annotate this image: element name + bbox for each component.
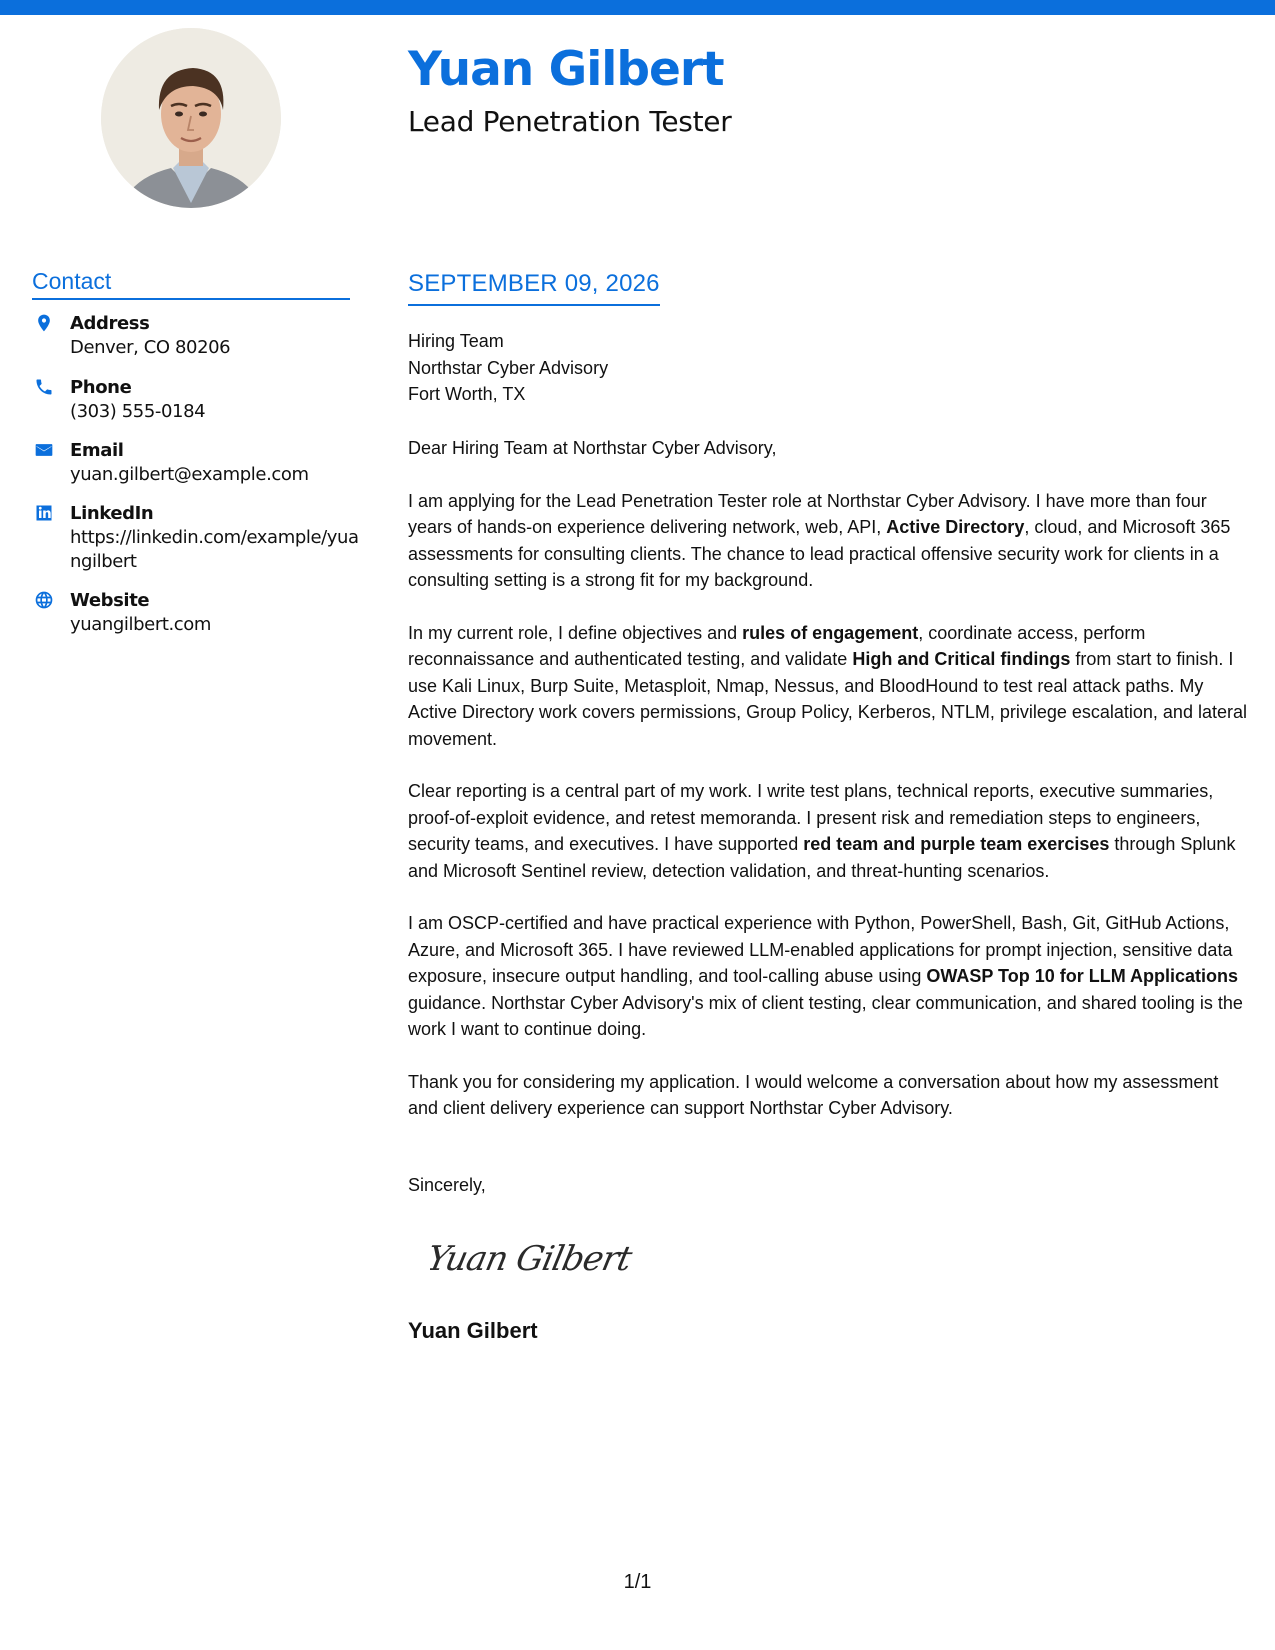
contact-value: (303) 555-0184 [70,401,206,422]
envelope-icon [34,440,56,462]
candidate-name: Yuan Gilbert [408,42,724,97]
paragraph-text: from start to finish. I use Kali Linux, Burp Suite, Metasploit, Nmap, Nessus, and BloodHound to test real attack paths. My Active Directory work covers permissions, Group Policy, Kerberos, NTLM, privilege escalation, and lateral movement. [408,649,1247,749]
globe-icon [34,590,56,612]
paragraph-text: Thank you for considering my application. I would welcome a conversation about how my assessment and client delivery experience can support Northstar Cyber Advisory. [408,1071,1219,1118]
emphasized-text: OWASP Top 10 for LLM Applications [926,966,1239,986]
contact-value[interactable]: https://linkedin.com/example/yuangilbert [70,527,359,572]
map-pin-icon [34,313,56,335]
recipient-line: Fort Worth, TX [408,384,526,404]
letter-body [408,435,1253,1148]
signer-name: Yuan Gilbert [408,1318,538,1343]
paragraph-text: Clear reporting is a central part of my work. I write test plans, technical reports, executive summaries, proof-of-exploit evidence, and retest memoranda. I present risk and remediation steps to engineers, security teams, and executives. I have supported [408,781,1214,854]
letter-date: SEPTEMBER 09, 2026 [408,268,660,306]
letter-paragraphs [408,488,1253,1122]
contact-label: Website [70,590,150,611]
profile-photo [101,28,281,208]
paragraph-text: , cloud, and Microsoft 365 assessments for consulting clients. The chance to lead practical offensive security work for clients in a consulting setting is a strong fit for my background. [408,517,1231,590]
page-number: 1/1 [623,1571,652,1593]
linkedin-icon [34,503,56,525]
contact-heading: Contact [32,266,350,300]
paragraph-text: I am OSCP-certified and have practical experience with Python, PowerShell, Bash, Git, GitHub Actions, Azure, and Microsoft 365. I have reviewed LLM-enabled applications for prompt injection, sensitive data exposure, insecure output handling, and tool-calling abuse using [408,913,1233,986]
emphasized-text: rules of engagement [742,622,919,643]
recipient-line: Northstar Cyber Advisory [408,357,609,378]
contact-value[interactable]: yuan.gilbert@example.com [70,464,309,485]
paragraph-text: In my current role, I define objectives and [408,622,743,643]
contact-value[interactable]: yuangilbert.com [70,614,212,635]
job-title: Lead Penetration Tester [408,105,732,138]
contact-label: Phone [70,377,132,398]
letter-paragraph [408,620,1253,753]
phone-icon [34,377,56,399]
letter-paragraph [408,1069,1253,1122]
contact-label: Address [70,313,150,334]
svg-text:Yuan Gilbert: Yuan Gilbert [430,1239,635,1279]
salutation: Dear Hiring Team at Northstar Cyber Advisory, [408,438,777,458]
paragraph-text: , coordinate access, perform reconnaissance and authenticated testing, and validate [408,622,1146,669]
closing: Sincerely, [408,1175,486,1195]
letter-paragraph [408,778,1253,884]
top-accent-bar [0,0,1275,15]
paragraph-text: through Splunk and Microsoft Sentinel review, detection validation, and threat-hunting scenarios. [408,834,1236,881]
handwritten-signature [430,1228,650,1288]
letter-paragraph [408,910,1253,1043]
paragraph-text: guidance. Northstar Cyber Advisory's mix of client testing, clear communication, and shared tooling is the work I want to continue doing. [408,992,1243,1039]
recipient-line: Hiring Team [408,331,504,351]
recipient-block [408,328,608,408]
contact-label: LinkedIn [70,503,154,524]
emphasized-text: High and Critical findings [852,649,1071,669]
emphasized-text: red team and purple team exercises [803,834,1110,854]
contact-label: Email [70,440,124,461]
contact-value: Denver, CO 80206 [70,337,231,358]
emphasized-text: Active Directory [886,517,1025,537]
letter-paragraph [408,488,1253,594]
paragraph-text: I am applying for the Lead Penetration Tester role at Northstar Cyber Advisory. I have more than four years of hands-on experience delivering network, web, API, [408,490,1207,537]
